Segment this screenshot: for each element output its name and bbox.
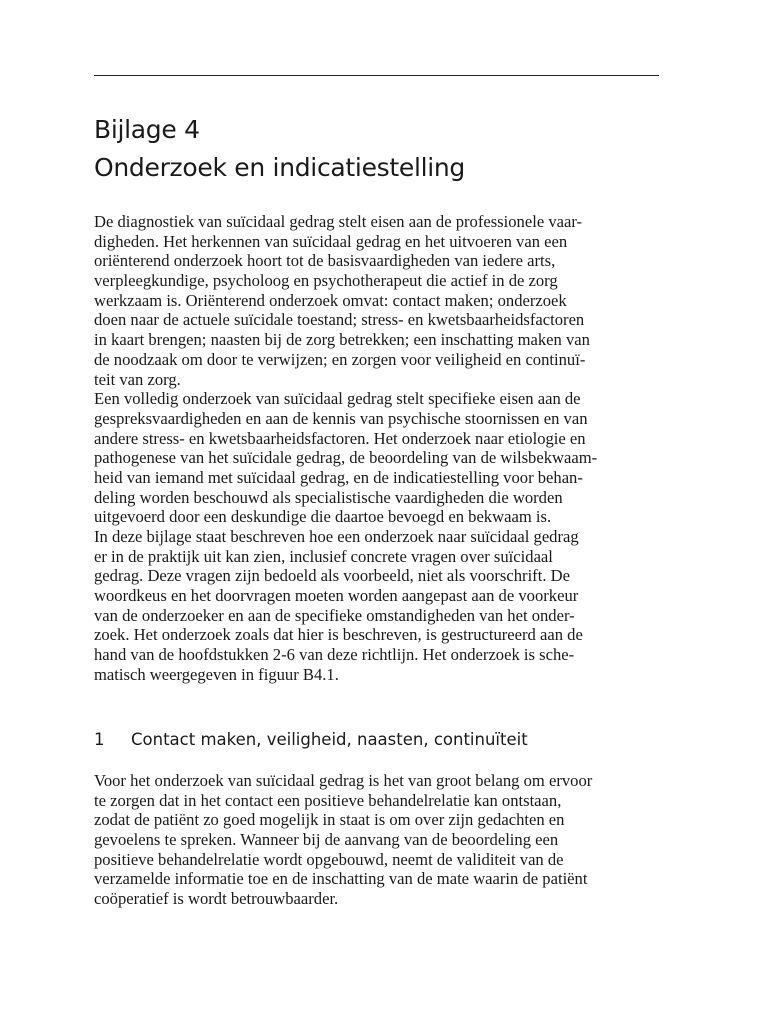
text-line: van de onderzoeker en aan de specifieke omstandigheden van het onder- [94,605,575,625]
text-line: De diagnostiek van suïcidaal gedrag stelt eisen aan de professionele vaar- [94,212,583,231]
text-line: gespreksvaardigheden en aan de kennis van psychische stoornissen en van [94,408,588,428]
appendix-title: Onderzoek en indicatiestelling [94,153,466,182]
text-line: in kaart brengen; naasten bij de zorg betrekken; een inschatting maken van [94,330,590,350]
section-number: 1 [94,730,105,749]
text-line: coöperatief is wordt betrouwbaarder. [94,889,339,909]
text-line: deling worden beschouwd als specialistische vaardigheden die worden [94,487,563,507]
intro-text [94,212,660,685]
text-line: positieve behandelrelatie wordt opgebouwd, neemt de validiteit van de [94,849,564,869]
text-line: uitgevoerd door een deskundige die daartoe bevoegd en bekwaam is. [94,507,552,527]
text-line: digheden. Het herkennen van suïcidaal gedrag en het uitvoeren van een [94,231,568,251]
text-line: zoek. Het onderzoek zoals dat hier is beschreven, is gestructureerd aan de [94,625,583,645]
text-line: de noodzaak om door te verwijzen; en zorgen voor veiligheid en continuï- [94,349,586,369]
text-line: zodat de patiënt zo goed mogelijk in staat is om over zijn gedachten en [94,810,565,830]
text-line: oriënterend onderzoek hoort tot de basisvaardigheden van iedere arts, [94,251,556,271]
text-line: gedrag. Deze vragen zijn bedoeld als voorbeeld, niet als voorschrift. De [94,566,570,586]
text-line: andere stress- en kwetsbaarheidsfactoren. Het onderzoek naar etiologie en [94,428,586,448]
text-line: werkzaam is. Oriënterend onderzoek omvat: contact maken; onderzoek [94,290,567,310]
text-line: Voor het onderzoek van suïcidaal gedrag is het van groot belang om ervoor [94,771,593,790]
text-line: verzamelde informatie toe en de inschatting van de mate waarin de patiënt [94,869,588,889]
page-title [94,111,674,187]
text-line: hand van de hoofdstukken 2-6 van deze richtlijn. Het onderzoek is sche- [94,645,575,665]
text-line: woordkeus en het doorvragen moeten worden aangepast aan de voorkeur [94,586,579,606]
text-line: matisch weergegeven in figuur B4.1. [94,664,339,684]
text-line: Een volledig onderzoek van suïcidaal gedrag stelt specifieke eisen aan de [94,389,581,409]
text-line: heid van iemand met suïcidaal gedrag, en de indicatiestelling voor behan- [94,467,583,487]
text-line: doen naar de actuele suïcidale toestand; stress- en kwetsbaarheidsfactoren [94,310,585,330]
text-line: er in de praktijk uit kan zien, inclusief concrete vragen over suïcidaal [94,546,553,566]
top-rule [94,75,659,76]
text-line: pathogenese van het suïcidale gedrag, de beoordeling van de wilsbekwaam- [94,448,598,468]
text-line: te zorgen dat in het contact een positieve behandelrelatie kan ontstaan, [94,790,562,810]
text-line: gevoelens te spreken. Wanneer bij de aanvang van de beoordeling een [94,830,559,850]
appendix-label: Bijlage 4 [94,115,200,144]
text-line: In deze bijlage staat beschreven hoe een onderzoek naar suïcidaal gedrag [94,527,579,546]
section-text [94,771,660,909]
text-line: verpleegkundige, psycholoog en psychotherapeut die actief in de zorg [94,271,558,291]
section-title: Contact maken, veiligheid, naasten, continuïteit [131,730,528,749]
text-line: teit van zorg. [94,369,181,389]
section-heading [94,728,660,752]
